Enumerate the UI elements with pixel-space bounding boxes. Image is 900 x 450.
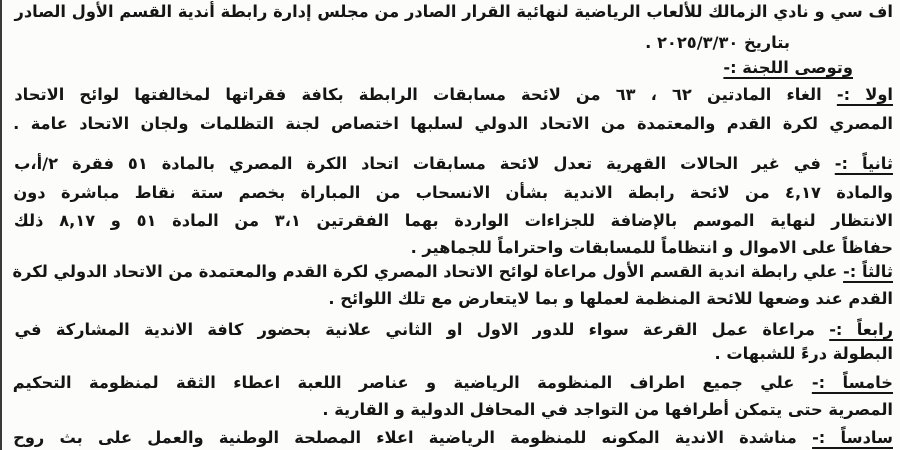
recommendation-1-text-continued: المصري لكرة القدم والمعتمدة من الاتحاد الدولي لسلبها اختصاص لجنة التظلمات ولجان الاتحاد عامة . [13, 114, 893, 133]
recommendation-2-line-3 [8, 209, 893, 233]
recommendation-5-text-continued: المصرية حتى يتمكن أطرافها من التواجد في المحافل الدولية و القارية . [322, 400, 893, 419]
intro-date-text: بتاريخ ٢٠٢٥/٣/٣٠ . [645, 33, 790, 52]
recommendation-2-line-2 [8, 181, 893, 205]
recommendation-6-line-1 [8, 426, 893, 450]
recommendation-4-label: رابعاً :- [829, 320, 893, 339]
recommendation-5-line-1 [8, 371, 893, 395]
recommendation-6-label: سادساً :- [812, 428, 893, 447]
recommendation-4-text: مراعاة عمل القرعة سواء للدور الاول او الثاني علانية بحضور كافة الاندية المشاركة في [14, 320, 815, 339]
recommendation-3-line-2 [8, 287, 893, 311]
page-left-edge [0, 0, 2, 450]
intro-line-1 [8, 0, 893, 24]
recommendations-heading-text: وتوصى اللجنة :- [723, 58, 853, 77]
intro-line-2-date [8, 31, 790, 55]
recommendation-4-line-1 [8, 318, 893, 342]
recommendation-1-line-2 [8, 112, 893, 136]
recommendation-4-text-continued: البطولة درءً للشبهات . [714, 344, 893, 363]
recommendation-2-line-4 [8, 236, 893, 260]
recommendation-5-text: علي جميع اطراف المنظومة الرياضية و عناصر اللعبة اعطاء الثقة لمنظومة التحكيم [12, 373, 795, 392]
recommendations-heading [8, 56, 853, 80]
recommendation-5-line-2 [8, 398, 893, 422]
recommendation-2-text-continued: حفاظاً على الاموال و انتظاماً للمسابقات واحتراماً للجماهير . [410, 238, 893, 257]
intro-line-1-text: اف سي و نادي الزمالك للألعاب الرياضية لنهائية القرار الصادر من مجلس إدارة رابطة أندية القسم الأول الصادر [14, 2, 893, 21]
recommendation-2-line-1 [8, 152, 893, 176]
recommendation-3-line-1 [8, 260, 893, 284]
recommendation-5-label: خامساً :- [811, 373, 893, 392]
recommendation-3-label: ثالثاً :- [843, 262, 893, 281]
recommendation-4-line-2 [8, 342, 893, 366]
recommendation-6-text: مناشدة الاندية المكونه للمنظومة الرياضية اعلاء المصلحة الوطنية والعمل على بث روح [13, 428, 797, 447]
recommendation-1-text: الغاء المادتين ٦٢ ، ٦٣ من لائحة مسابقات الرابطة بكافة فقراتها لمخالفتها لوائح الاتحاد [14, 85, 822, 104]
recommendation-2-text: في غير الحالات القهرية تعدل لائحة مسابقات اتحاد الكرة المصري بالمادة ٥١ فقرة ٢/أ،ب [14, 154, 821, 173]
recommendation-3-text-continued: القدم عند وضعها للائحة المنظمة لعملها و بما لايتعارض مع تلك اللوائح . [328, 289, 893, 308]
recommendation-3-text: علي رابطة اندية القسم الأول مراعاة لوائح الاتحاد المصري لكرة القدم والمعتمدة من الاتحاد الدولي لكرة [12, 262, 838, 281]
recommendation-1-line-1 [8, 83, 893, 107]
recommendation-2-text-continued: والمادة ٤,١٧ من لائحة رابطة الاندية بشأن الانسحاب من المباراة بخصم ستة نقاط مباشرة دون [13, 183, 893, 202]
recommendation-2-label: ثانياً :- [834, 154, 893, 173]
recommendation-1-label: اولا :- [836, 85, 893, 104]
recommendation-2-text-continued: الانتظار لنهاية الموسم بالإضافة للجزاءات الواردة بهما الفقرتين ٣،١ من المادة ٥١ و ٨,١٧ ذلك [13, 211, 893, 230]
